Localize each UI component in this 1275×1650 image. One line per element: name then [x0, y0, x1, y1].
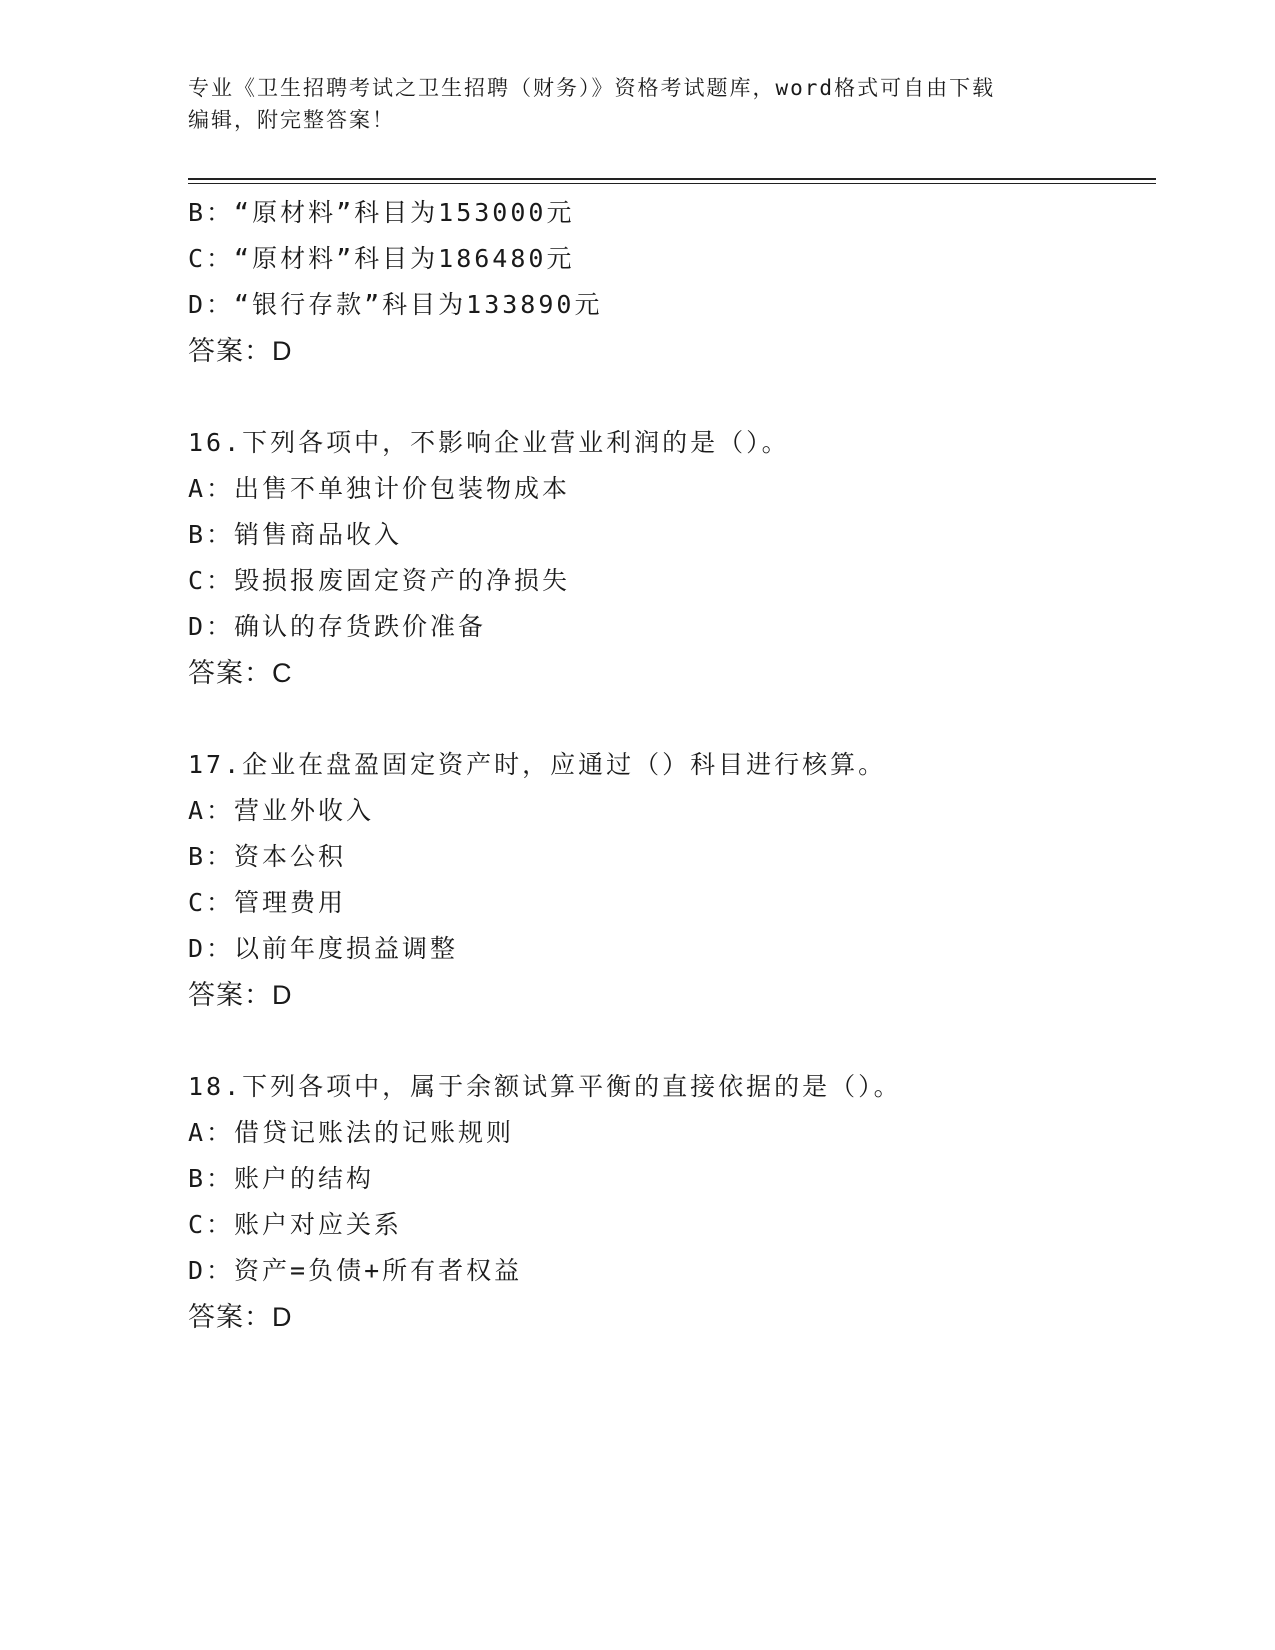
question-16	[188, 420, 1156, 696]
option-d: D：资产=负债+所有者权益	[188, 1256, 523, 1285]
option-b: B：销售商品收入	[188, 520, 403, 549]
option-a: A：借贷记账法的记账规则	[188, 1118, 515, 1147]
option-c: C：“原材料”科目为186480元	[188, 244, 575, 273]
option-a: A：营业外收入	[188, 796, 375, 825]
option-a: A：出售不单独计价包装物成本	[188, 474, 571, 503]
spacer	[188, 374, 1156, 420]
answer: 答案：C	[188, 658, 293, 688]
option-d: D：“银行存款”科目为133890元	[188, 290, 603, 319]
header-line-1: 专业《卫生招聘考试之卫生招聘（财务）》资格考试题库，word格式可自由下载	[188, 76, 996, 100]
question-18	[188, 1064, 1156, 1340]
option-d: D：确认的存货跌价准备	[188, 612, 487, 641]
option-c: C：管理费用	[188, 888, 347, 917]
spacer	[188, 696, 1156, 742]
question-stem: 17.企业在盘盈固定资产时，应通过（）科目进行核算。	[188, 750, 887, 779]
answer: 答案：D	[188, 980, 293, 1010]
question-17	[188, 742, 1156, 1018]
header-divider-thin	[188, 183, 1156, 184]
option-b: B：“原材料”科目为153000元	[188, 198, 575, 227]
question-content	[188, 190, 1156, 1340]
document-header	[188, 72, 1088, 136]
option-c: C：毁损报废固定资产的净损失	[188, 566, 571, 595]
question-stem: 16.下列各项中，不影响企业营业利润的是（）。	[188, 428, 790, 457]
header-divider-thick	[188, 178, 1156, 180]
option-c: C：账户对应关系	[188, 1210, 403, 1239]
option-b: B：资本公积	[188, 842, 347, 871]
spacer	[188, 1018, 1156, 1064]
previous-question-continuation	[188, 190, 1156, 374]
header-line-2: 编辑，附完整答案！	[188, 108, 395, 132]
question-stem: 18.下列各项中，属于余额试算平衡的直接依据的是（）。	[188, 1072, 902, 1101]
answer: 答案：D	[188, 1302, 293, 1332]
option-b: B：账户的结构	[188, 1164, 375, 1193]
answer: 答案：D	[188, 336, 293, 366]
option-d: D：以前年度损益调整	[188, 934, 459, 963]
